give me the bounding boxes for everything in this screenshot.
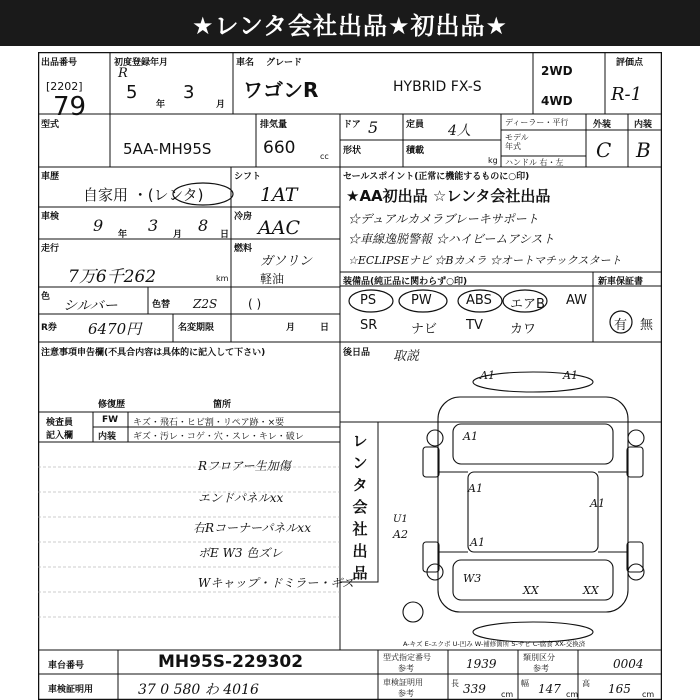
equip-abs: ABS <box>466 293 492 308</box>
equip-airbag: エアB <box>510 297 545 312</box>
recycle: 6470円 <box>88 320 142 338</box>
month-label: 月 <box>216 100 226 110</box>
reg-year: 5 <box>126 82 138 103</box>
doors-label: ドア <box>343 120 361 130</box>
lot-code: [2202] <box>46 80 83 93</box>
inspector-row-2-label: 内装 <box>98 432 117 442</box>
remark-5: Wキャップ・ドミラー・ギズ <box>198 576 355 590</box>
auction-sheet <box>38 52 662 700</box>
class-ref-label: 参考 <box>533 664 549 673</box>
height-label: 高 <box>582 679 590 688</box>
shift-label: シフト <box>234 172 262 182</box>
damage-mark-4: A1 <box>468 482 483 495</box>
type-no: 1939 <box>466 657 497 671</box>
chassis-label: 車台番号 <box>48 661 85 671</box>
dealer-label: ディーラー・平行 <box>505 118 569 127</box>
car-name: ワゴンR <box>243 78 319 102</box>
displacement-label: 排気量 <box>260 120 288 130</box>
location-label: 箇所 <box>213 400 232 410</box>
name-change-label: 名変期限 <box>178 323 215 333</box>
mileage: 7万6千262 <box>68 267 157 287</box>
inspector-row-2-text: ギズ・汚レ・コゲ・穴・スレ・キレ・破レ <box>133 432 304 442</box>
grade-label: グレード <box>266 58 303 68</box>
color-code: Z2S <box>193 297 218 311</box>
damage-mark-7: A2 <box>393 528 408 541</box>
damage-mark-3: A1 <box>463 430 478 443</box>
displacement: 660 <box>263 138 296 158</box>
shape-label: 形状 <box>343 146 362 156</box>
type-no-label: 型式指定番号 <box>383 653 431 662</box>
width-cm: cm <box>566 690 579 699</box>
first-reg-label: 初度登録年月 <box>114 58 169 68</box>
equipment-label: 装備品(純正品に関わらず○印) <box>343 277 468 287</box>
fuel-label: 燃料 <box>234 244 253 254</box>
damage-mark-8: A1 <box>470 536 485 549</box>
class-no-label: 類別区分 <box>523 653 555 662</box>
damage-mark-5: A1 <box>590 497 605 510</box>
equip-navi: ナビ <box>411 322 438 337</box>
equip-pw: PW <box>411 293 432 308</box>
length: 339 <box>463 682 486 696</box>
shift: 1AT <box>260 184 298 206</box>
reg-no: 37 0 580 わ 4016 <box>138 682 259 698</box>
type-ref-label: 参考 <box>398 664 414 673</box>
inspector-row-1-label: FW <box>102 415 119 425</box>
car-name-label: 車名 <box>236 58 255 68</box>
width-label: 幅 <box>521 679 529 688</box>
reg-cert-label: 車検証明用 <box>383 678 423 687</box>
repair-label: 修復歴 <box>98 400 126 410</box>
exterior-label: 外装 <box>593 120 612 130</box>
eval-label: 評価点 <box>616 58 644 68</box>
history-label: 車歴 <box>41 172 60 182</box>
warranty-no: 無 <box>640 318 654 333</box>
interior-grade: B <box>636 138 651 162</box>
insp-year: 9 <box>93 216 104 235</box>
insp-day: 8 <box>198 216 209 235</box>
color-replace-label: 色替 <box>152 300 171 310</box>
fuel-gas: ガソリン <box>260 254 313 269</box>
cooler: AAC <box>258 217 300 239</box>
class-no: 0004 <box>613 657 644 671</box>
inspector-label: 検査員 <box>46 418 74 428</box>
drive-4wd: 4WD <box>541 94 573 108</box>
history: 自家用 ・(レンタ) <box>83 186 204 204</box>
mileage-label: 走行 <box>41 244 60 254</box>
damage-mark-1: A1 <box>480 369 495 382</box>
width: 147 <box>538 682 561 696</box>
notes-label: 注意事項申告欄(不具合内容は具体的に記入して下さい) <box>41 348 266 358</box>
warranty-yes: 有 <box>614 318 628 333</box>
damage-mark-2: A1 <box>563 369 578 382</box>
model: 5AA-MH95S <box>123 140 212 158</box>
damage-mark-10: XX <box>523 584 539 597</box>
lot-no-label: 出品番号 <box>41 58 78 68</box>
equip-leather: カワ <box>510 322 537 337</box>
insp-month-label: 月 <box>173 230 183 240</box>
equip-tv: TV <box>466 318 483 333</box>
equip-sr: SR <box>360 318 378 333</box>
damage-mark-9: W3 <box>463 572 482 585</box>
eval-score: R-1 <box>611 84 643 105</box>
height-cm: cm <box>642 690 655 699</box>
insp-month: 3 <box>148 216 159 235</box>
sales-points-label: セールスポイント(正常に機能するものに○印) <box>343 172 530 182</box>
length-cm: cm <box>501 690 514 699</box>
grade: HYBRID FX-S <box>393 79 482 95</box>
car-diagram <box>403 372 644 642</box>
sales-point-4: ☆ECLIPSEナビ ☆Bカメラ ☆オートマチックスタート <box>348 254 622 267</box>
cc-label: cc <box>320 152 329 161</box>
reg-no-label: 車検証明用 <box>48 685 94 695</box>
recorder-label: 記入欄 <box>46 431 74 441</box>
cooler-label: 冷房 <box>234 212 253 222</box>
remark-4: ボE W3 色ズレ <box>198 546 283 560</box>
remark-2: エンドパネルxx <box>198 491 284 505</box>
length-label: 長 <box>451 679 459 688</box>
color-label: 色 <box>41 292 51 302</box>
reg-ref-label: 参考 <box>398 689 414 698</box>
capacity-label: 定員 <box>406 120 425 130</box>
warranty-label: 新車保証書 <box>598 277 644 287</box>
title-banner: ★レンタ会社出品★初出品★ <box>0 0 700 46</box>
year-label: 年 <box>156 100 166 110</box>
remark-1: Rフロアー生加傷 <box>198 459 291 473</box>
era: R <box>118 66 128 81</box>
color: シルバー <box>63 298 118 314</box>
equip-ps: PS <box>360 293 377 308</box>
inspection-label: 車検 <box>41 212 60 222</box>
reg-month: 3 <box>183 82 195 103</box>
sales-point-1: ★AA初出品 ☆レンタ会社出品 <box>346 187 551 205</box>
additional-items: 取説 <box>393 349 420 364</box>
rental-stamp: レンタ会社出品 <box>352 432 368 582</box>
sales-point-2: ☆デュアルカメラブレーキサポート <box>348 212 539 226</box>
kg-label: kg <box>488 156 498 165</box>
chassis: MH95S-229302 <box>158 652 304 672</box>
exterior-grade: C <box>596 138 612 162</box>
damage-mark-6: U1 <box>393 514 408 525</box>
model-year-label: モデル年式 <box>505 133 529 151</box>
damage-mark-11: XX <box>583 584 599 597</box>
additional-label: 後日品 <box>343 348 371 358</box>
fuel-paren: ( ) <box>248 297 262 311</box>
loading-label: 積載 <box>406 146 425 156</box>
insp-year-label: 年 <box>118 230 128 240</box>
equip-aw: AW <box>566 293 588 308</box>
model-label: 型式 <box>41 120 60 130</box>
doors: 5 <box>368 118 379 137</box>
name-change-day: 日 <box>320 323 330 333</box>
inspector-row-1-text: キズ・飛石・ヒビ割・リペア跡・×要 <box>133 418 285 428</box>
interior-label: 内装 <box>634 120 653 130</box>
recycle-label: R券 <box>41 323 57 333</box>
sales-point-3: ☆車線逸脱警報 ☆ハイビームアシスト <box>348 232 555 246</box>
damage-legend: A-キズ E-エクボ U-凹み W-補修箇所 S-サビ C-腐食 XX-交換済 <box>403 640 586 648</box>
lot-number: 79 <box>53 92 87 122</box>
remark-3: 右Rコーナーパネルxx <box>193 521 311 535</box>
handle-label: ハンドル 右・左 <box>505 158 564 167</box>
name-change-month: 月 <box>286 323 296 333</box>
height: 165 <box>608 682 631 696</box>
insp-day-label: 日 <box>220 230 230 240</box>
km-label: km <box>216 274 229 283</box>
fuel-light: 軽油 <box>260 272 285 286</box>
drive-2wd: 2WD <box>541 64 573 78</box>
capacity: 4人 <box>448 123 471 139</box>
